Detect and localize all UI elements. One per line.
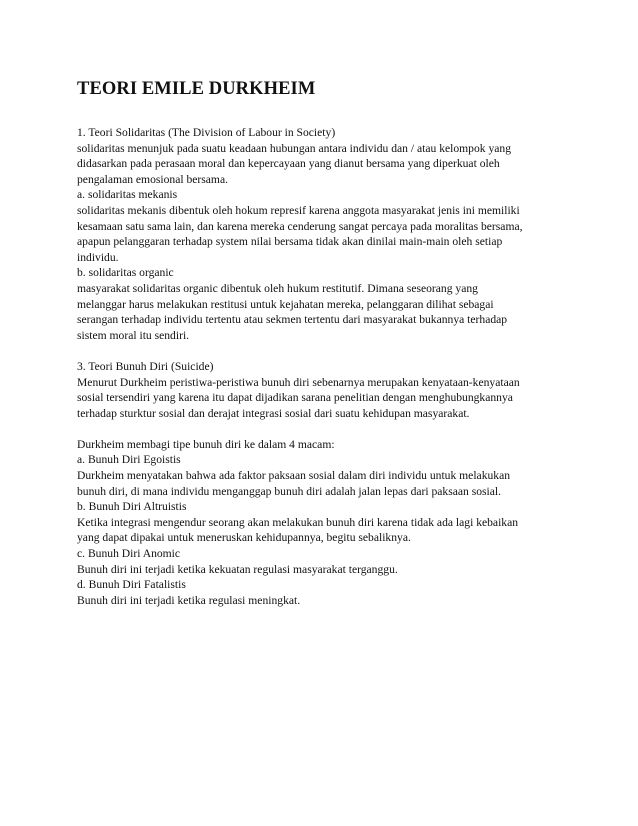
text-line: serangan terhadap individu tertentu atau sekmen tertentu dari masyarakat bukannya terhadap (77, 313, 508, 327)
text-line: 1. Teori Solidaritas (The Division of Labour in Society) (77, 126, 336, 139)
text-line: Bunuh diri ini terjadi ketika kekuatan regulasi masyarakat terganggu. (77, 562, 398, 576)
text-line: didasarkan pada perasaan moral dan kepercayaan yang dianut bersama yang diperkuat oleh (77, 157, 500, 171)
text-line: kesamaan satu sama lain, dan karena mereka cenderung sangat percaya pada moralitas bersama, (77, 219, 523, 233)
document-body (77, 125, 577, 608)
text-line: b. solidaritas organic (77, 266, 174, 280)
text-line: a. solidaritas mekanis (77, 188, 178, 202)
text-line: sosial tersendiri yang karena itu dapat dijadikan sarana penelitian dengan menghubungkannya (77, 391, 513, 405)
text-line: b. Bunuh Diri Altruistis (77, 500, 187, 514)
text-line: sistem moral itu sendiri. (77, 328, 190, 342)
document-page (77, 78, 577, 608)
text-line: c. Bunuh Diri Anomic (77, 547, 181, 561)
document-title: TEORI EMILE DURKHEIM (77, 79, 316, 99)
text-line: a. Bunuh Diri Egoistis (77, 453, 181, 467)
text-line: 3. Teori Bunuh Diri (Suicide) (77, 359, 214, 373)
text-line: solidaritas menunjuk pada suatu keadaan hubungan antara individu dan / atau kelompok yang (77, 141, 512, 155)
text-line: d. Bunuh Diri Fatalistis (77, 578, 186, 592)
text-line: bunuh diri, di mana individu menganggap bunuh diri adalah jalan lepas dari paksaan sosial. (77, 484, 502, 498)
paragraph-gap (77, 343, 577, 359)
text-line: yang dapat dipakai untuk meneruskan kehidupannya, begitu sebaliknya. (77, 531, 411, 545)
text-line: Menurut Durkheim peristiwa-peristiwa bunuh diri sebenarnya merupakan kenyataan-kenyataan (77, 375, 520, 389)
text-line: Durkheim menyatakan bahwa ada faktor paksaan sosial dalam diri individu untuk melakukan (77, 469, 511, 483)
text-line: terhadap sturktur sosial dan derajat integrasi sosial dari suatu kehidupan masyarakat. (77, 406, 470, 420)
text-line: masyarakat solidaritas organic dibentuk oleh hukum restitutif. Dimana seseorang yang (77, 281, 478, 295)
text-line: melanggar harus melakukan restitusi untuk kejahatan mereka, pelanggaran dilihat sebagai (77, 297, 494, 311)
text-line: Durkheim membagi tipe bunuh diri ke dalam 4 macam: (77, 437, 335, 451)
text-line: solidaritas mekanis dibentuk oleh hokum represif karena anggota masyarakat jenis ini memiliki (77, 203, 520, 217)
paragraph-gap (77, 421, 577, 437)
text-line: individu. (77, 250, 119, 264)
text-line: pengalaman emosional bersama. (77, 172, 228, 186)
text-line: Ketika integrasi mengendur seorang akan melakukan bunuh diri karena tidak ada lagi kebaikan (77, 515, 519, 529)
text-line: Bunuh diri ini terjadi ketika regulasi meningkat. (77, 593, 301, 607)
text-line: apapun pelanggaran terhadap system nilai bersama tidak akan dinilai main-main oleh setiap (77, 235, 503, 249)
